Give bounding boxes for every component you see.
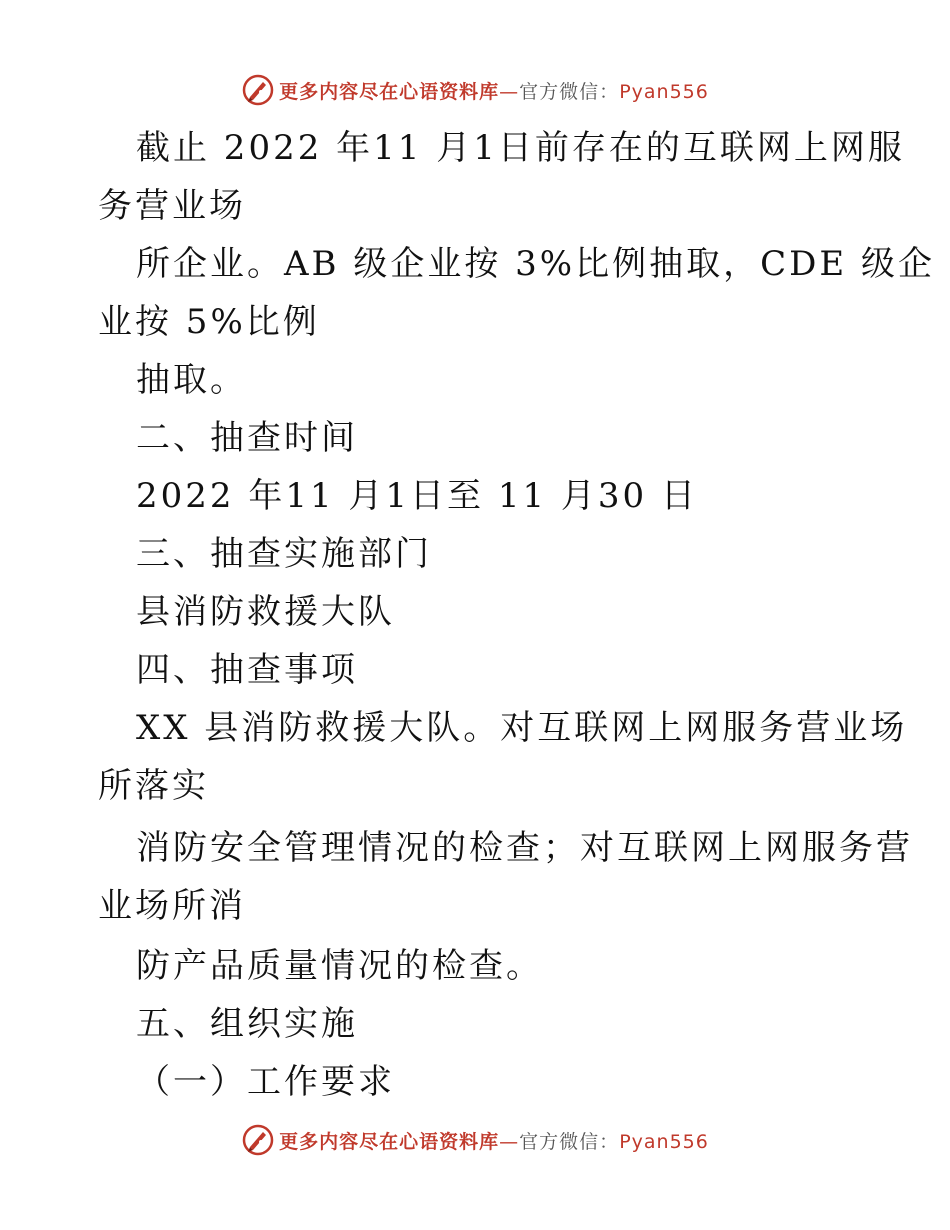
watermark-text (279, 77, 709, 104)
watermark-id: Pyan556 (619, 80, 709, 103)
body-line: 所落实 (98, 766, 209, 806)
body-line: 截止 2022 年11 月1日前存在的互联网上网服 (136, 128, 905, 168)
body-line: 业按 5%比例 (98, 302, 320, 342)
body-line: 抽取。 (136, 360, 247, 400)
body-line: 县消防救援大队 (136, 592, 395, 632)
section-heading: 二、抽查时间 (136, 418, 358, 458)
header-watermark (0, 70, 950, 110)
pen-circle-logo-icon (241, 1123, 275, 1157)
section-heading: 五、组织实施 (136, 1004, 358, 1044)
body-line: XX 县消防救援大队。对互联网上网服务营业场 (136, 708, 908, 748)
watermark-id: Pyan556 (619, 1130, 709, 1153)
section-heading: 三、抽查实施部门 (136, 534, 432, 574)
watermark-main: 更多内容尽在心语资料库 (279, 80, 500, 103)
watermark-dash: — (499, 80, 520, 103)
body-line: 2022 年11 月1日至 11 月30 日 (136, 476, 698, 516)
body-line: 防产品质量情况的检查。 (136, 946, 543, 986)
body-line: 务营业场 (98, 186, 246, 226)
footer-watermark (0, 1120, 950, 1160)
watermark-label: 官方微信： (519, 1130, 620, 1153)
watermark-dash: — (499, 1130, 520, 1153)
body-line: 所企业。AB 级企业按 3%比例抽取，CDE 级企 (136, 244, 935, 284)
watermark-main: 更多内容尽在心语资料库 (279, 1130, 500, 1153)
body-line: 业场所消 (98, 886, 246, 926)
watermark-label: 官方微信： (519, 80, 620, 103)
watermark-text (279, 1127, 709, 1154)
section-heading: 四、抽查事项 (136, 650, 358, 690)
pen-circle-logo-icon (241, 73, 275, 107)
body-line: 消防安全管理情况的检查；对互联网上网服务营 (136, 828, 913, 868)
subsection-heading: （一）工作要求 (136, 1062, 395, 1102)
